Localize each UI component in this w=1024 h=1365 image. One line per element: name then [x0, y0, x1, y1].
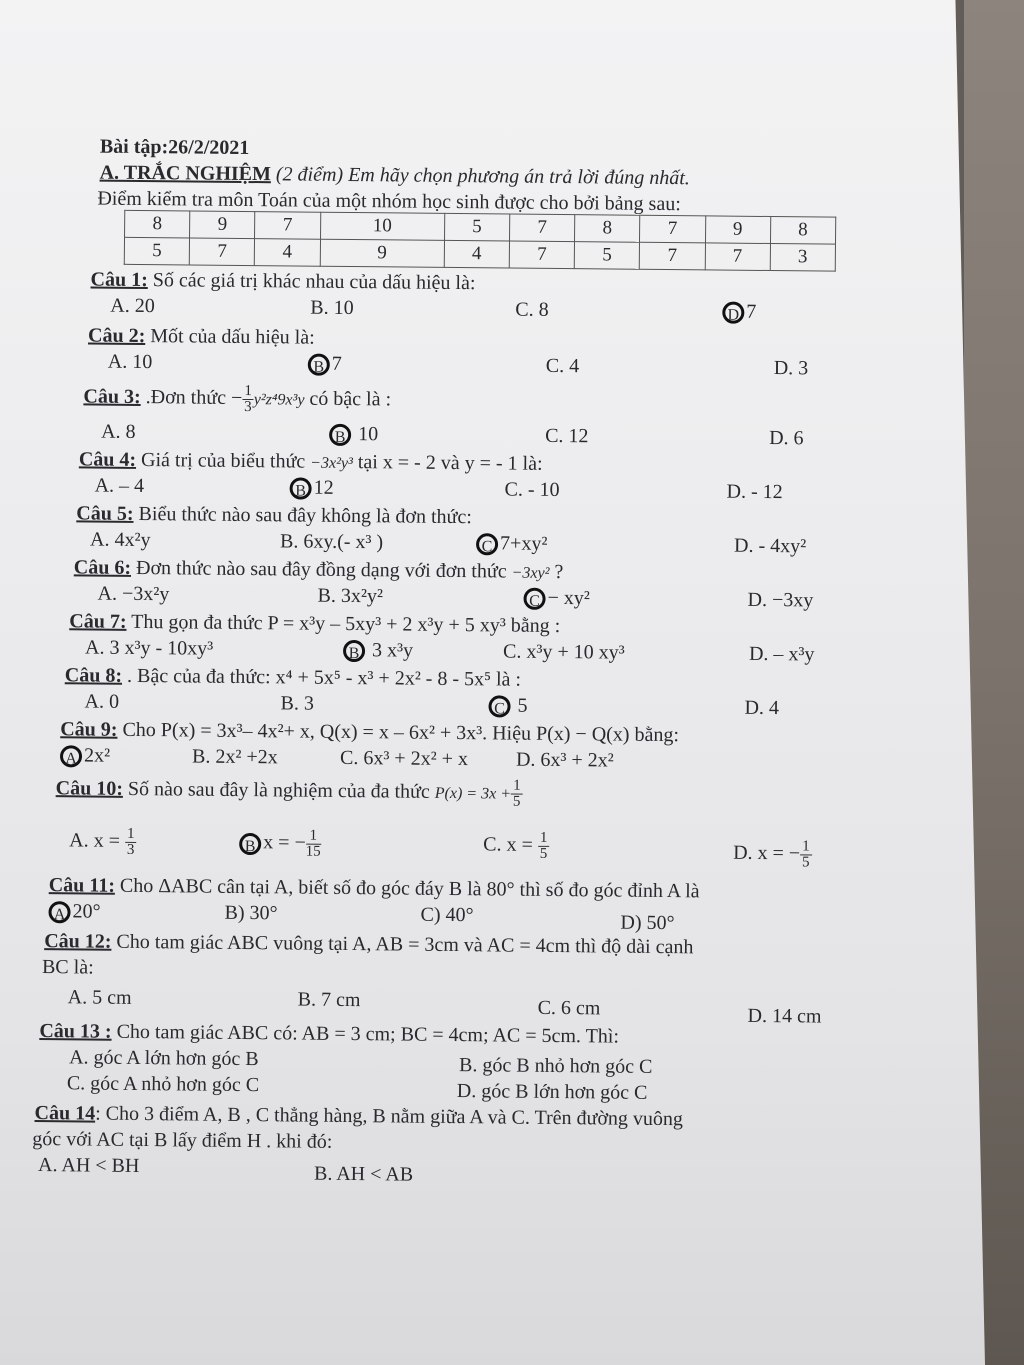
question-label: Câu 14	[34, 1101, 96, 1125]
option-a[interactable]	[60, 744, 110, 768]
answer-circle: C	[476, 534, 498, 556]
question-text-cont: BC là:	[41, 956, 94, 979]
option-a[interactable]: A. 4x²y	[90, 528, 151, 552]
question-text-cont: góc với AC tại B lấy điểm H . khi đó:	[32, 1127, 333, 1153]
answer-circle: B	[239, 832, 261, 854]
table-cell: 4	[255, 239, 320, 267]
option-b[interactable]: B) 30°	[224, 901, 278, 925]
table-cell: 9	[320, 239, 444, 267]
section-points: (2 điểm)	[275, 163, 344, 186]
question-text: Mốt của dấu hiệu là:	[150, 325, 315, 349]
question-label: Câu 8:	[64, 664, 123, 687]
option-c[interactable]: C. x³y + 10 xy³	[502, 640, 625, 664]
question-label: Câu 12:	[44, 930, 112, 953]
question-text-after: tại x = - 2 và y = - 1 là:	[357, 451, 543, 475]
numerator: 1	[800, 839, 812, 855]
question-text: Cho P(x) = 3x³– 4x²+ x, Q(x) = x – 6x² + 3x³. Hiệu P(x) − Q(x) bằng:	[122, 718, 680, 747]
option-b[interactable]	[239, 828, 321, 860]
table-row	[124, 237, 835, 271]
question-text: Thu gọn đa thức P = x³y – 5xy³ + 2 x³y + 5 xy³ bằng :	[131, 610, 561, 638]
option-c[interactable]: C. 12	[545, 424, 589, 448]
option-d[interactable]: D. 3	[773, 357, 809, 380]
answer-circle: B	[290, 478, 312, 500]
option-b[interactable]	[329, 423, 378, 447]
question-text: Đơn thức nào sau đây đồng dạng với đơn thức	[135, 556, 507, 583]
denominator: 3	[244, 398, 252, 416]
option-c[interactable]: C. 4	[545, 354, 580, 378]
option-b[interactable]	[308, 353, 342, 377]
question-label: Câu 6:	[73, 556, 132, 579]
question-label: Câu 10:	[55, 777, 124, 800]
fraction	[125, 827, 137, 858]
numerator: 1	[306, 829, 321, 845]
answer-circle: C	[523, 588, 545, 610]
table-cell: 9	[705, 216, 770, 244]
option-c[interactable]	[483, 830, 549, 862]
option-text: C. x =	[483, 833, 533, 856]
option-d[interactable]	[733, 839, 812, 871]
polynomial-expression: P(x) = 3x +	[434, 784, 512, 803]
option-c[interactable]	[476, 532, 548, 556]
option-a[interactable]: A. 20	[110, 294, 155, 318]
question-text: Giá trị của biểu thức	[141, 448, 306, 473]
option-text: 10	[358, 423, 379, 446]
question-text: . Bậc của đa thức: x⁴ + 5x⁵ - x³ + 2x² - 8 - 5x⁵ là :	[126, 664, 522, 691]
numerator: 1	[538, 831, 550, 847]
table-cell: 7	[509, 214, 574, 242]
answer-circle: B	[308, 354, 330, 376]
expression: −3xy²	[511, 564, 550, 582]
table-cell: 7	[640, 215, 705, 243]
table-cell: 7	[255, 212, 320, 240]
option-b[interactable]: B. 2x² +2x	[191, 745, 278, 769]
option-text: 7	[331, 352, 342, 375]
question-text-after: ?	[554, 560, 564, 584]
fraction	[538, 831, 550, 862]
table-cell: 8	[770, 217, 836, 245]
option-b[interactable]: B. 3	[280, 692, 315, 715]
option-a[interactable]: A. 0	[84, 690, 120, 713]
section-instruction: Em hãy chọn phương án trả lời đúng nhất.	[348, 163, 690, 190]
option-text: A. x =	[69, 829, 121, 852]
option-d[interactable]: D. 4	[744, 696, 780, 720]
option-b[interactable]: B. 3x²y²	[317, 584, 384, 608]
question-text: Số nào sau đây là nghiệm của đa thức	[127, 777, 430, 803]
option-text: 7	[746, 300, 757, 323]
option-c[interactable]: C. 8	[515, 298, 549, 321]
option-a[interactable]: A. 3 x³y - 10xy³	[84, 636, 214, 660]
answer-circle: A	[60, 746, 82, 768]
option-b[interactable]	[290, 476, 334, 500]
table-cell: 8	[125, 210, 190, 238]
option-b[interactable]: B. 6xy.(- x³ )	[280, 530, 384, 554]
option-text: − xy²	[547, 586, 590, 610]
denominator: 3	[126, 841, 135, 858]
numerator: 1	[511, 779, 523, 795]
intro-text: Điểm kiểm tra môn Toán của một nhóm học sinh được cho bởi bảng sau:	[97, 187, 681, 216]
option-text: 12	[313, 476, 334, 499]
option-c[interactable]: C. - 10	[504, 478, 560, 502]
option-b[interactable]	[343, 639, 413, 663]
option-a[interactable]: A. −3x²y	[97, 582, 170, 606]
option-a[interactable]: A. 8	[101, 420, 136, 443]
option-text: 5	[517, 694, 528, 717]
question-label: Câu 13 :	[39, 1020, 112, 1043]
option-c[interactable]: C. 6 cm	[537, 996, 601, 1020]
table-cell: 7	[189, 238, 254, 266]
question-label: Câu 3:	[83, 385, 141, 409]
monomial-expression: y²z⁴9x³y	[253, 391, 305, 409]
question-text: : Cho 3 điểm A, B , C thẳng hàng, B nằm giữa A và C. Trên đường vuông	[95, 1102, 684, 1131]
table-cell: 5	[574, 242, 639, 270]
question-label: Câu 1:	[90, 268, 148, 292]
answer-circle: B	[329, 424, 351, 446]
answer-circle: D	[722, 302, 744, 324]
answer-circle: B	[343, 640, 365, 662]
option-d[interactable]	[722, 301, 756, 325]
fraction-sign: −	[230, 386, 243, 410]
table-cell: 7	[705, 243, 770, 271]
table-cell: 7	[509, 241, 574, 269]
expression: −3x²y³	[310, 454, 353, 473]
question-label: Câu 9:	[60, 718, 118, 741]
table-cell: 7	[640, 242, 705, 270]
option-d[interactable]: D. - 12	[726, 480, 783, 504]
option-b[interactable]: B. 7 cm	[297, 988, 361, 1012]
section-label: A. TRẮC NGHIỆM	[99, 161, 272, 186]
option-d[interactable]: D. 6	[769, 427, 804, 450]
option-c[interactable]: C) 40°	[420, 903, 474, 927]
question-label: Câu 2:	[87, 324, 146, 348]
option-d[interactable]: D. – x³y	[748, 642, 815, 666]
option-a[interactable]: A. góc A lớn hơn góc B	[69, 1046, 259, 1071]
option-text: 7+xy²	[499, 532, 548, 555]
option-b[interactable]: B. AH < AB	[313, 1162, 414, 1186]
question-text-after: có bậc là :	[309, 387, 392, 411]
question-text: Cho tam giác ABC vuông tại A, AB = 3cm và AC = 4cm thì độ dài cạnh	[116, 930, 694, 959]
option-b[interactable]: B. 10	[310, 296, 354, 320]
option-d[interactable]: D. 6x³ + 2x²	[515, 748, 614, 772]
fraction	[800, 839, 812, 870]
question-label: Câu 7:	[69, 610, 127, 633]
option-a[interactable]: A. 10	[107, 350, 153, 374]
question-label: Câu 11:	[48, 874, 116, 897]
option-b[interactable]: B. góc B nhỏ hơn góc C	[458, 1054, 653, 1078]
fraction	[511, 779, 523, 810]
option-d[interactable]: D) 50°	[620, 911, 675, 935]
answer-circle: A	[48, 902, 70, 924]
numerator: 1	[242, 384, 254, 400]
fraction	[306, 829, 321, 860]
question-text: Biểu thức nào sau đây không là đơn thức:	[138, 502, 473, 529]
option-a[interactable]: A. 5 cm	[67, 986, 132, 1009]
table-cell: 5	[124, 237, 189, 265]
question-label: Câu 4:	[78, 448, 137, 471]
question-text: Cho ΔABC cân tại A, biết số đo góc đáy B là 80° thì số đo góc đỉnh A là	[119, 874, 700, 903]
denominator: 5	[801, 854, 810, 871]
denominator: 5	[512, 793, 521, 810]
option-a[interactable]: A. AH < BH	[38, 1154, 140, 1178]
option-a[interactable]: A. – 4	[94, 474, 145, 498]
table-cell: 8	[575, 215, 640, 243]
option-c[interactable]	[523, 587, 590, 611]
worksheet-content	[30, 135, 880, 1188]
option-d[interactable]: D. góc B lớn hơn góc C	[456, 1080, 648, 1104]
options-12	[67, 986, 908, 1028]
option-c[interactable]	[488, 694, 527, 718]
numerator: 1	[125, 827, 137, 843]
score-table	[124, 210, 836, 272]
option-text: 2x²	[83, 744, 111, 767]
option-a[interactable]	[48, 900, 100, 924]
table-cell: 4	[444, 240, 509, 268]
question-text: Cho tam giác ABC có: AB = 3 cm; BC = 4cm; AC = 5cm. Thì:	[116, 1020, 620, 1048]
option-a[interactable]	[69, 826, 137, 858]
option-text: D. x = −	[733, 841, 801, 865]
option-text: x = −	[263, 831, 306, 854]
table-cell: 10	[320, 212, 444, 240]
option-d[interactable]: D. 14 cm	[747, 1004, 822, 1028]
option-text: 3 x³y	[371, 639, 414, 662]
option-c[interactable]: C. góc A nhỏ hơn góc C	[66, 1072, 260, 1097]
denominator: 5	[539, 845, 548, 862]
option-d[interactable]: D. −3xy	[747, 588, 814, 612]
option-text: 20°	[72, 900, 101, 923]
question-text: .Đơn thức	[145, 386, 227, 409]
table-cell: 3	[770, 244, 836, 272]
option-d[interactable]: D. - 4xy²	[733, 534, 807, 558]
question-text: Số các giá trị khác nhau của dấu hiệu là:	[152, 269, 476, 295]
table-cell: 5	[444, 213, 509, 241]
answer-circle: C	[488, 696, 510, 718]
option-c[interactable]: C. 6x³ + 2x² + x	[339, 746, 469, 771]
title-text: Bài tập:26/2/2021	[99, 135, 250, 160]
denominator: 15	[305, 843, 321, 860]
table-cell: 9	[190, 211, 255, 239]
question-label: Câu 5:	[76, 502, 134, 525]
options-10	[69, 818, 909, 872]
fraction	[242, 384, 254, 415]
